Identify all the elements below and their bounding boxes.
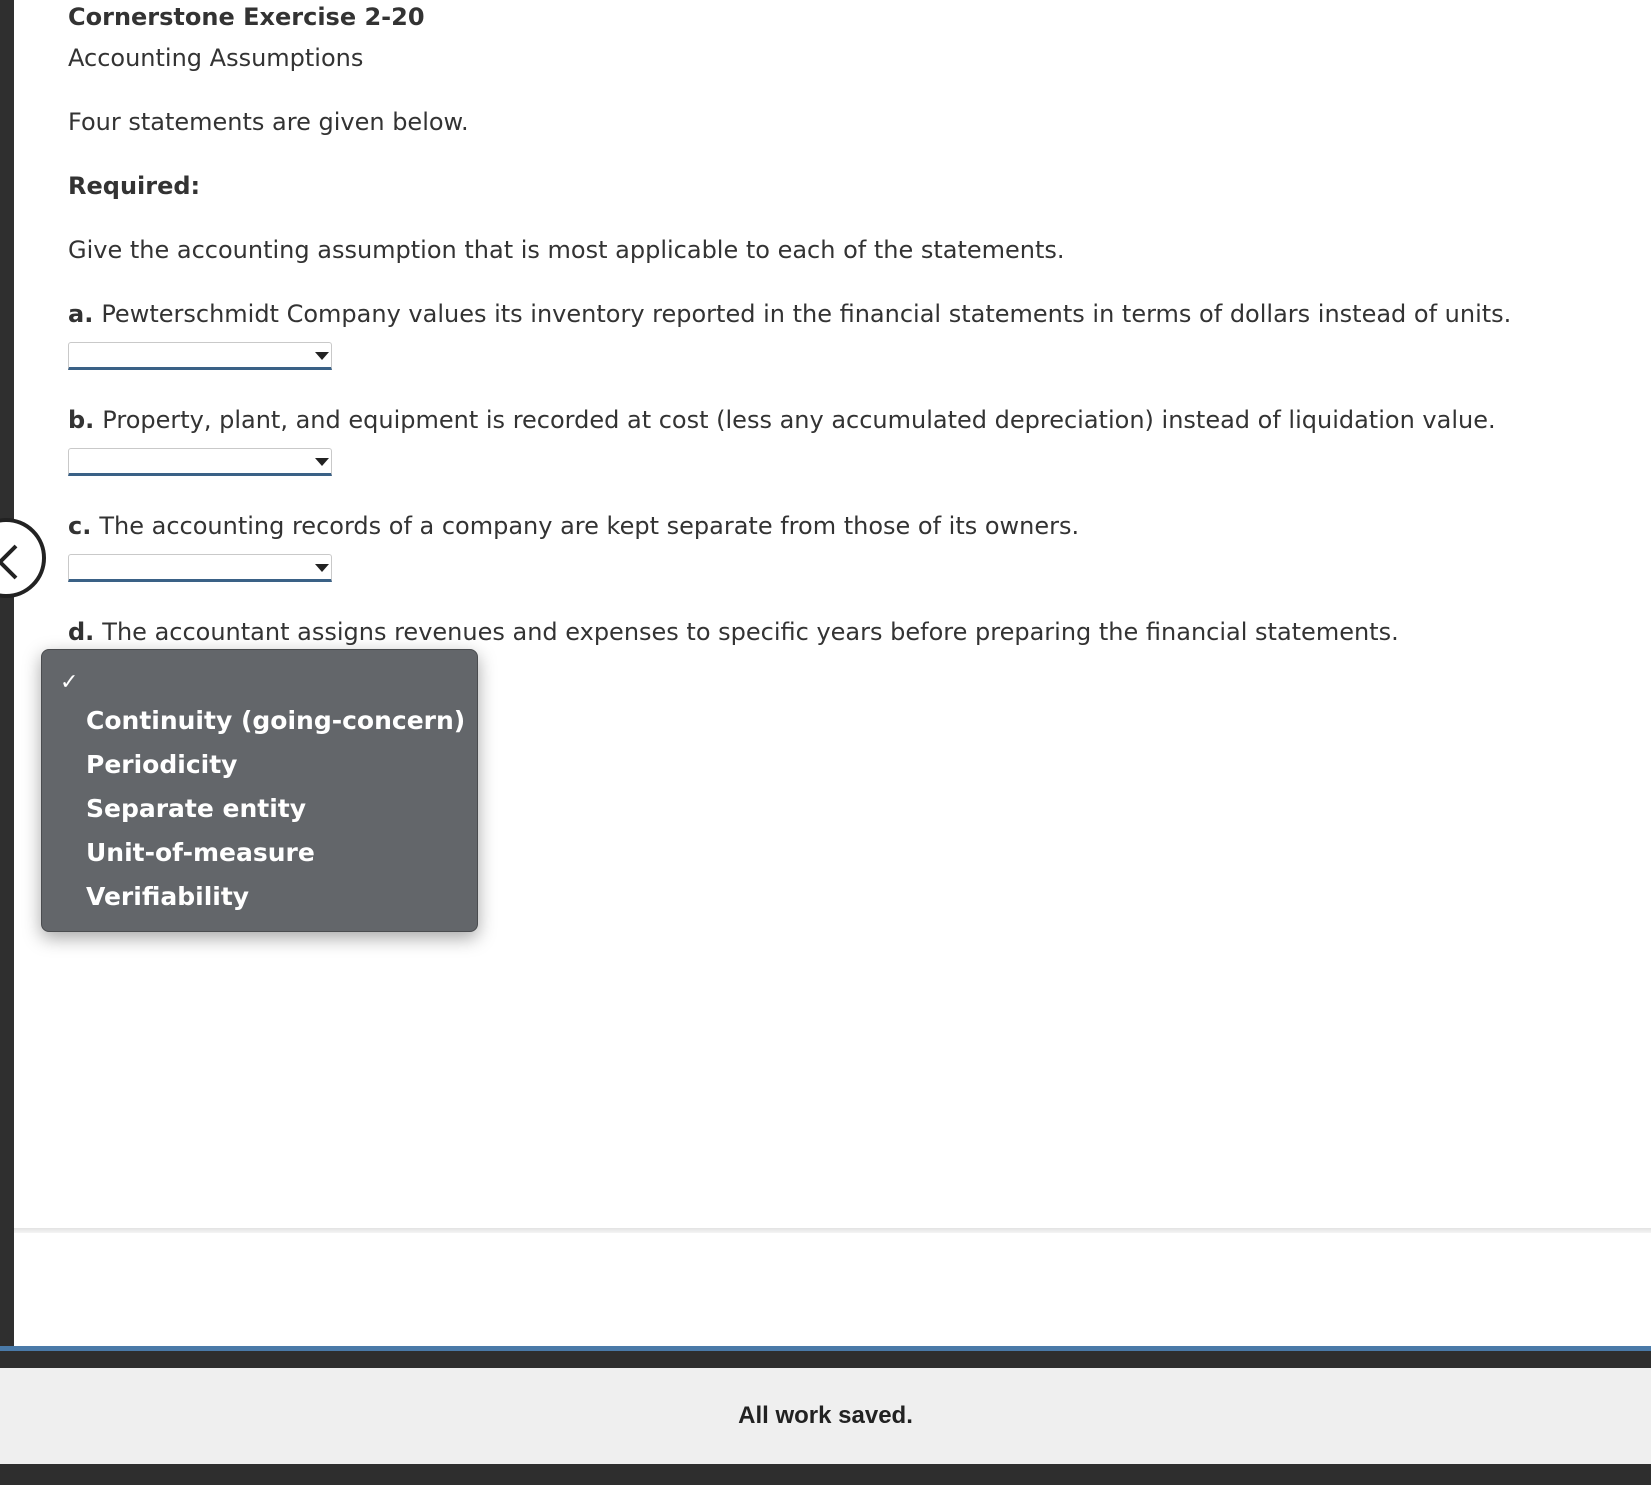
intro-text: Four statements are given below. [68,108,469,136]
question-letter: d. [68,618,95,646]
question-letter: c. [68,512,92,540]
question-text: The accounting records of a company are kept separate from those of its owners. [99,512,1080,540]
question-d [68,618,1399,646]
question-letter: a. [68,300,94,328]
instruction-text: Give the accounting assumption that is most applicable to each of the statements. [68,236,1065,264]
answer-select-c[interactable] [68,554,332,582]
chevron-down-icon [315,564,329,572]
bottom-dark-strip [0,1464,1651,1485]
left-edge-bar [0,0,14,1366]
question-text: Pewterschmidt Company values its inventory reported in the financial statements in terms of dollars instead of units. [101,300,1512,328]
footer-bar [0,1368,1651,1464]
required-label: Required: [68,172,201,200]
dropdown-option[interactable]: Continuity (going-concern) [86,706,466,735]
question-c [68,512,1079,540]
exercise-subtitle: Accounting Assumptions [68,44,364,72]
question-text: Property, plant, and equipment is recorded at cost (less any accumulated depreciation) instead of liquidation value. [102,406,1496,434]
footer-dark-strip [0,1351,1651,1368]
dropdown-option[interactable]: Verifiability [86,882,250,911]
chevron-left-icon [0,544,20,580]
dropdown-option[interactable]: Periodicity [86,750,238,779]
answer-select-a[interactable] [68,342,332,370]
checkmark-icon: ✓ [60,670,79,695]
question-letter: b. [68,406,95,434]
question-b [68,406,1496,434]
dropdown-option[interactable]: Unit-of-measure [86,838,315,867]
answer-dropdown-menu-d[interactable] [41,649,478,932]
chevron-down-icon [315,352,329,360]
previous-button[interactable] [0,518,46,598]
chevron-down-icon [315,458,329,466]
question-a [68,300,1511,328]
exercise-title: Cornerstone Exercise 2-20 [68,3,425,31]
dropdown-option[interactable]: Separate entity [86,794,307,823]
footer-divider [14,1228,1651,1233]
question-text: The accountant assigns revenues and expenses to specific years before preparing the financial statements. [102,618,1399,646]
save-status: All work saved. [738,1402,913,1429]
answer-select-b[interactable] [68,448,332,476]
